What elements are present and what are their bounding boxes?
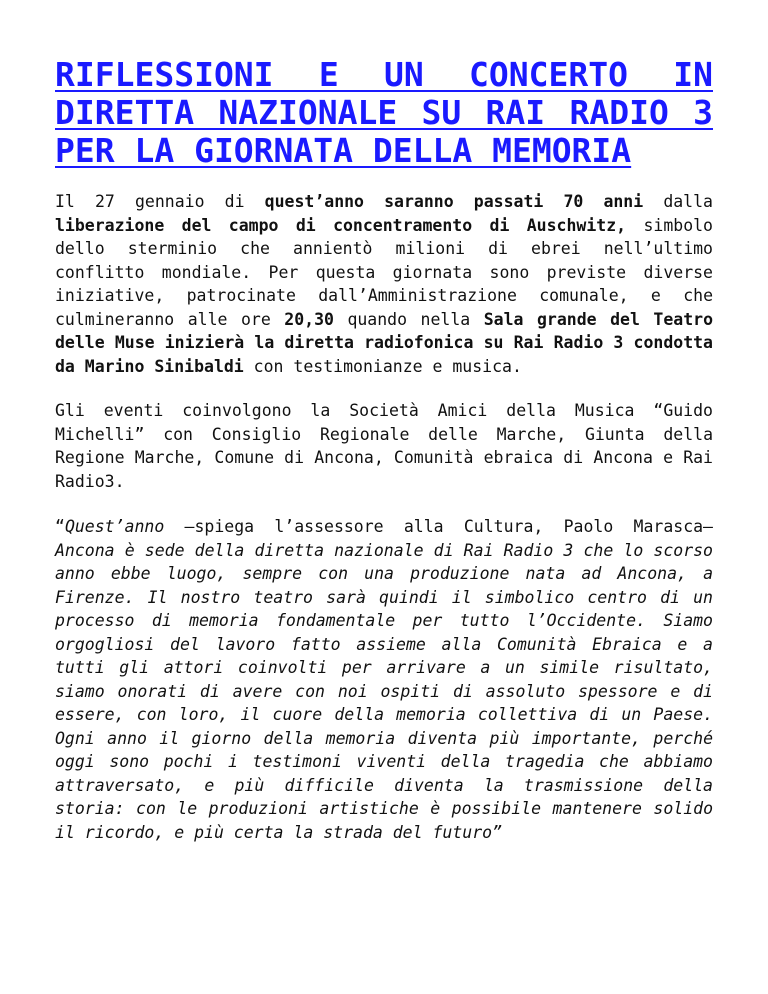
article-title[interactable] — [55, 56, 713, 170]
intro-text-4: quando nella — [333, 309, 484, 329]
paragraph-organizers: Gli eventi coinvolgono la Società Amici della Musica “Guido Michelli” con Consiglio Regionale delle Marche, Giunta della Regione Marche, Comune di Ancona, Comunità ebraica di Ancona e Rai Radio3. — [55, 401, 713, 491]
intro-text-5: con testimonianze e musica. — [243, 356, 522, 376]
quote-lead: Quest’anno — [64, 517, 165, 536]
quote-open-mark: “ — [55, 517, 65, 536]
intro-text-2: dalla — [643, 192, 713, 211]
intro-bold-venue: Sala grande del Teatro delle Muse inizierà la diretta radiofonica su Rai Radio 3 condotta da Marino Sinibaldi — [55, 309, 713, 376]
intro-text-1: Il 27 gennaio di — [55, 192, 265, 211]
paragraph-intro — [55, 190, 713, 378]
intro-text-3: simbolo dello sterminio che annientò milioni di ebrei nell’ultimo conflitto mondiale. Per questa giornata sono previste diverse iniziative, patrocinate dall’Amministrazione comunale, e che culmineranno alle ore — [55, 215, 713, 329]
quote-attribution: –spiega l’assessore alla Cultura, Paolo Marasca– — [164, 517, 713, 536]
quote-body: Ancona è sede della diretta nazionale di Rai Radio 3 che lo scorso anno ebbe luogo, sempre con una produzione nata ad Ancona, a Firenze. Il nostro teatro sarà quindi il simbolico centro di un processo di memoria fondamentale per tutto l’Occidente. Siamo orgogliosi del lavoro fatto assieme alla Comunità Ebraica e a tutti gli attori coinvolti per arrivare a un simile risultato, siamo onorati di avere con noi ospiti di assoluto spessore e di essere, con loro, il cuore della memoria collettiva di un Paese. Ogni anno il giorno della memoria diventa più importante, perché oggi sono pochi i testimoni viventi della tragedia che abbiamo attraversato, e più difficile diventa la trasmissione della storia: con le produzioni artistiche è possibile mantenere solido il ricordo, e più certa la strada del futuro” — [55, 540, 713, 842]
intro-bold-2: liberazione del campo di concentramento di Auschwitz, — [55, 215, 627, 235]
intro-bold-1: quest’anno saranno passati 70 anni — [264, 192, 644, 211]
article-title-link[interactable]: RIFLESSIONI E UN CONCERTO IN DIRETTA NAZIONALE SU RAI RADIO 3 PER LA GIORNATA DELLA MEMORIA — [55, 55, 713, 170]
intro-bold-time: 20,30 — [284, 309, 334, 329]
paragraph-quote — [55, 515, 713, 844]
